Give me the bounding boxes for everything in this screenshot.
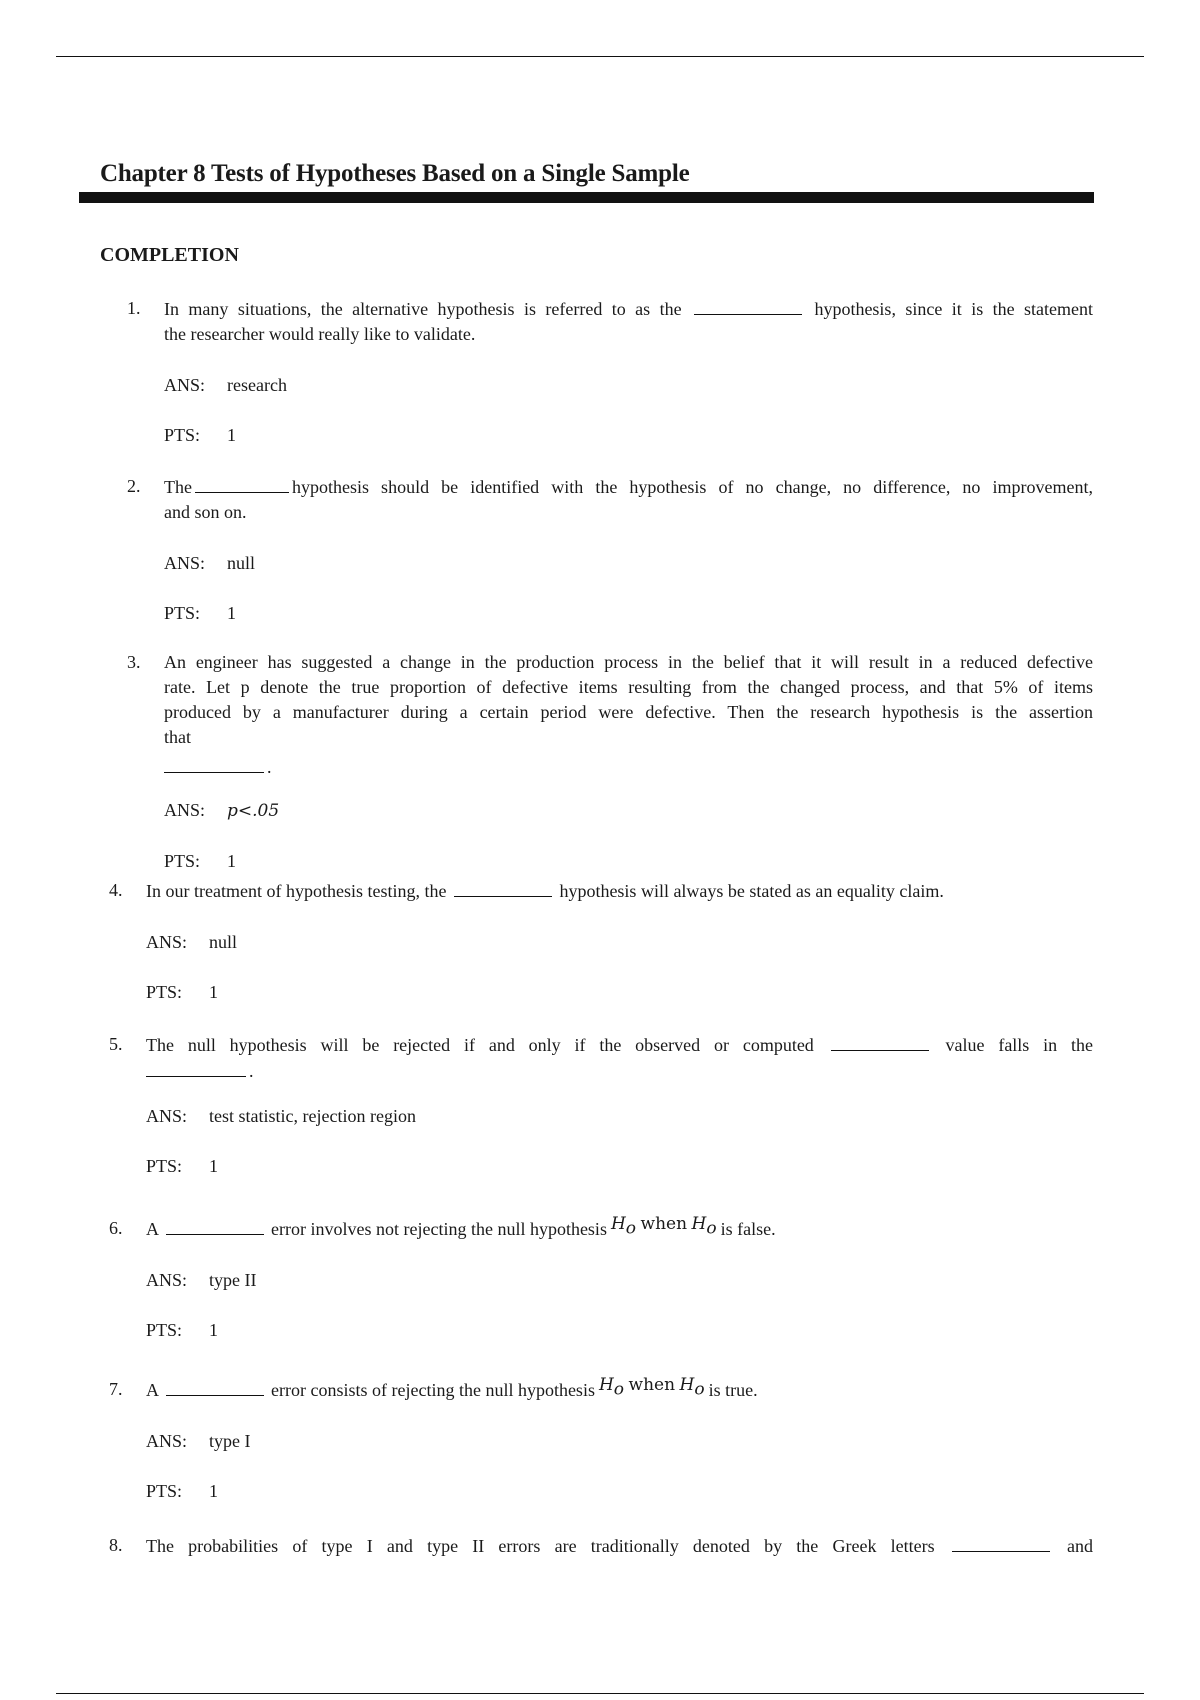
question-1 [127,296,1093,448]
points-value: 1 [209,982,218,1002]
question-5 [109,1032,1093,1179]
question-2 [127,474,1093,626]
answer-label: ANS: [146,1106,188,1126]
question-number: 4. [109,880,123,900]
question-number: 6. [109,1218,123,1238]
question-8 [109,1533,1093,1559]
answer-blank [195,474,289,493]
chapter-title: Chapter 8 Tests of Hypotheses Based on a Single Sample [100,160,690,187]
question-text: In our treatment of hypothesis testing, the hypothesis will always be stated as an equality claim. [146,878,1093,904]
answer [146,930,1093,955]
points [164,423,1093,448]
answer [164,373,1093,398]
question-text: The probabilities of type I and type II errors are traditionally denoted by the Greek letters and [146,1533,1093,1559]
answer-label: ANS: [164,800,206,820]
answer-label: ANS: [164,553,206,573]
answer-label: ANS: [146,1269,188,1290]
question-text: The null hypothesis will be rejected if and only if the observed or computed value falls in the . [146,1032,1093,1084]
answer-value: null [209,932,238,952]
points-value: 1 [227,851,236,871]
question-number: 5. [109,1034,123,1054]
points-value: 1 [209,1156,218,1176]
answer-label: ANS: [146,932,188,952]
question-text: A error involves not rejecting the null hypothesis $H_o$ when $H_o$ is false. [146,1214,776,1239]
points [146,1479,1093,1504]
answer-value: type II [209,1269,257,1290]
question-text: A error consists of rejecting the null hypothesis $H_o$ when $H_o$ is true. [146,1375,758,1400]
answer-value: p<.05 [227,801,280,821]
answer-blank [164,754,264,773]
chapter-underline-bar [79,192,1094,203]
answer-blank [952,1533,1050,1552]
math-expression: $H_o$ when $H_o$ [598,1375,705,1400]
points [146,1154,1093,1179]
points-label: PTS: [146,1480,183,1501]
answer-blank [166,1377,264,1396]
section-title: COMPLETION [100,244,239,266]
answer-blank [146,1058,246,1077]
points-label: PTS: [164,851,201,871]
answer-blank [831,1032,929,1051]
points-label: PTS: [146,1319,183,1340]
answer [146,1268,1093,1293]
question-text: In many situations, the alternative hypothesis is referred to as the hypothesis, since it is the statement the researcher would really like to validate. [164,296,1093,347]
question-number: 1. [127,298,141,318]
answer-blank [454,878,552,897]
answer [164,551,1093,576]
answer-blank [166,1216,264,1235]
bottom-rule [56,1693,1144,1694]
points [164,849,1093,874]
answer-value: null [227,553,256,573]
question-6 [109,1216,1093,1343]
answer [146,1429,1093,1454]
question-4 [109,878,1093,1005]
points-label: PTS: [164,603,201,623]
points [146,1318,1093,1343]
points [146,980,1093,1005]
points-value: 1 [227,425,236,445]
question-7 [109,1377,1093,1504]
question-3 [127,650,1093,874]
answer-value: test statistic, rejection region [209,1106,416,1126]
answer-value: type I [209,1430,251,1451]
points-label: PTS: [164,425,201,445]
top-rule [56,56,1144,57]
points-value: 1 [227,603,236,623]
question-number: 7. [109,1379,123,1399]
answer-value: research [227,375,287,395]
question-text: An engineer has suggested a change in the production process in the belief that it will result in a reduced defective rate. Let p denote the true proportion of defective items resulting from the changed process, and that 5% of items produced by a manufacturer during a certain period were defective. Then the research hypothesis is the assertion that . [164,652,1093,777]
points-label: PTS: [146,982,183,1002]
question-number: 8. [109,1535,123,1555]
points-value: 1 [209,1480,218,1501]
answer [146,1104,1093,1129]
answer-label: ANS: [146,1430,188,1451]
question-number: 3. [127,652,141,672]
points-value: 1 [209,1319,218,1340]
math-expression: $H_o$ when $H_o$ [610,1214,717,1239]
answer-label: ANS: [164,375,206,395]
points [164,601,1093,626]
answer [164,798,1093,824]
points-label: PTS: [146,1156,183,1176]
question-text: The hypothesis should be identified with the hypothesis of no change, no difference, no improvement, and son on. [164,474,1093,525]
question-number: 2. [127,476,141,496]
answer-blank [694,296,802,315]
